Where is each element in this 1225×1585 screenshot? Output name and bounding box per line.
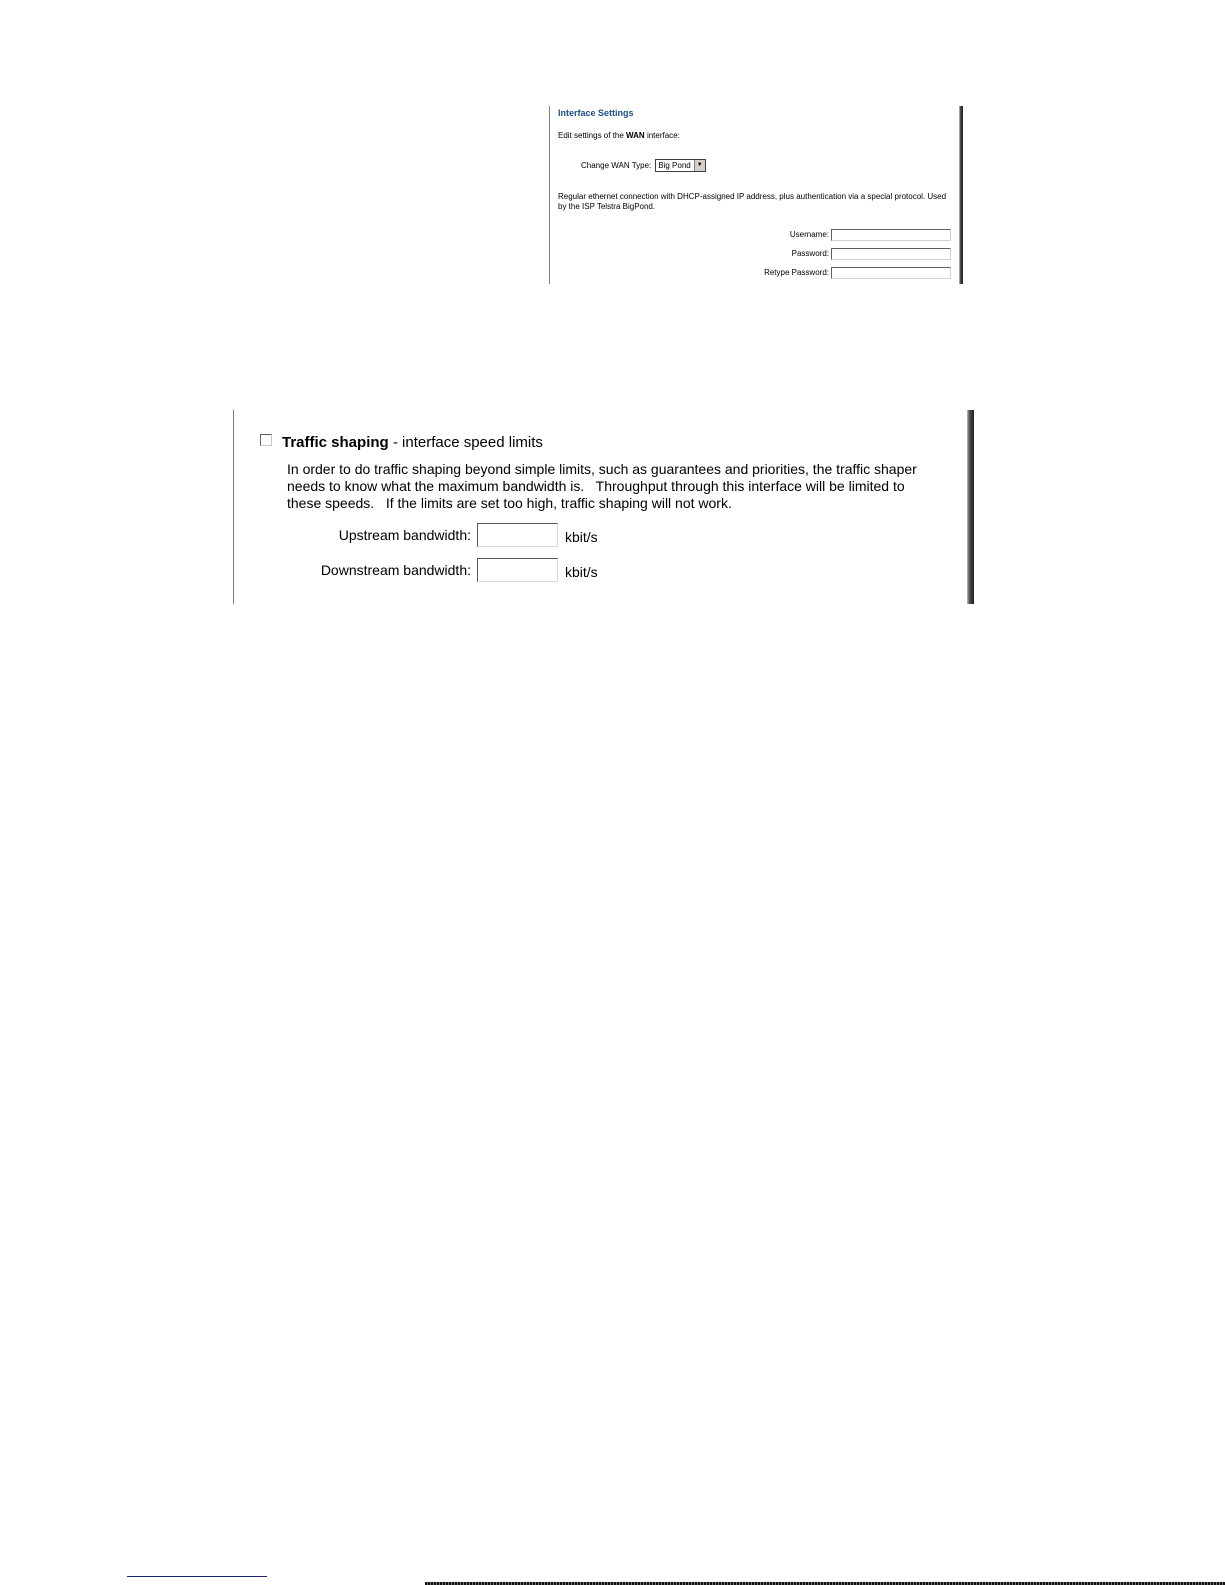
username-row — [790, 230, 829, 239]
retype-password-input[interactable] — [831, 267, 951, 279]
traffic-shaping-title: Traffic shaping — [282, 434, 389, 451]
username-label: Username: — [789, 230, 829, 239]
wan-type-row — [581, 159, 706, 172]
interface-settings-title: Interface Settings — [558, 108, 634, 118]
username-input[interactable] — [831, 229, 951, 241]
panel-right-border — [959, 106, 963, 284]
upstream-bandwidth-input[interactable] — [477, 523, 558, 547]
change-wan-type-label: Change WAN Type: — [581, 161, 652, 170]
downstream-bandwidth-input[interactable] — [477, 558, 558, 582]
traffic-shaping-checkbox[interactable] — [260, 434, 272, 446]
wan-type-selected-value: Big Pond — [658, 161, 691, 170]
intro-wan: WAN — [626, 131, 645, 140]
interface-intro-text — [558, 131, 680, 140]
footer-rule-short — [127, 1576, 267, 1577]
wan-type-select[interactable] — [655, 159, 705, 172]
traffic-shaping-heading — [282, 434, 543, 452]
password-row — [792, 249, 829, 258]
retype-password-row — [764, 268, 829, 277]
intro-prefix: Edit settings of the — [558, 131, 627, 140]
downstream-label: Downstream bandwidth: — [320, 562, 471, 578]
traffic-shaping-subtitle: - interface speed limits — [388, 434, 543, 451]
intro-suffix: interface: — [644, 131, 680, 140]
upstream-unit: kbit/s — [565, 529, 598, 545]
interface-settings-panel — [549, 106, 963, 284]
panel-right-border — [967, 410, 974, 604]
wan-type-description: Regular ethernet connection with DHCP-assigned IP address, plus authentication via a special protocol. Used by the ISP Telstra BigPond. — [558, 192, 947, 211]
downstream-row — [233, 558, 733, 582]
password-input[interactable] — [831, 248, 951, 260]
downstream-unit: kbit/s — [565, 564, 598, 580]
upstream-label: Upstream bandwidth: — [338, 527, 471, 543]
retype-password-label: Retype Password: — [764, 268, 829, 277]
password-label: Password: — [791, 249, 829, 258]
chevron-down-icon[interactable]: ▼ — [694, 160, 705, 171]
panel-left-border — [549, 106, 550, 284]
upstream-row — [233, 523, 733, 547]
traffic-shaping-panel — [233, 410, 974, 604]
traffic-shaping-description: In order to do traffic shaping beyond simple limits, such as guarantees and priorities, the traffic shaper needs to know what the maximum bandwidth is. Throughput through this interface will be limited to these speeds. If the limits are set too high, traffic shaping will not work. — [287, 461, 921, 511]
